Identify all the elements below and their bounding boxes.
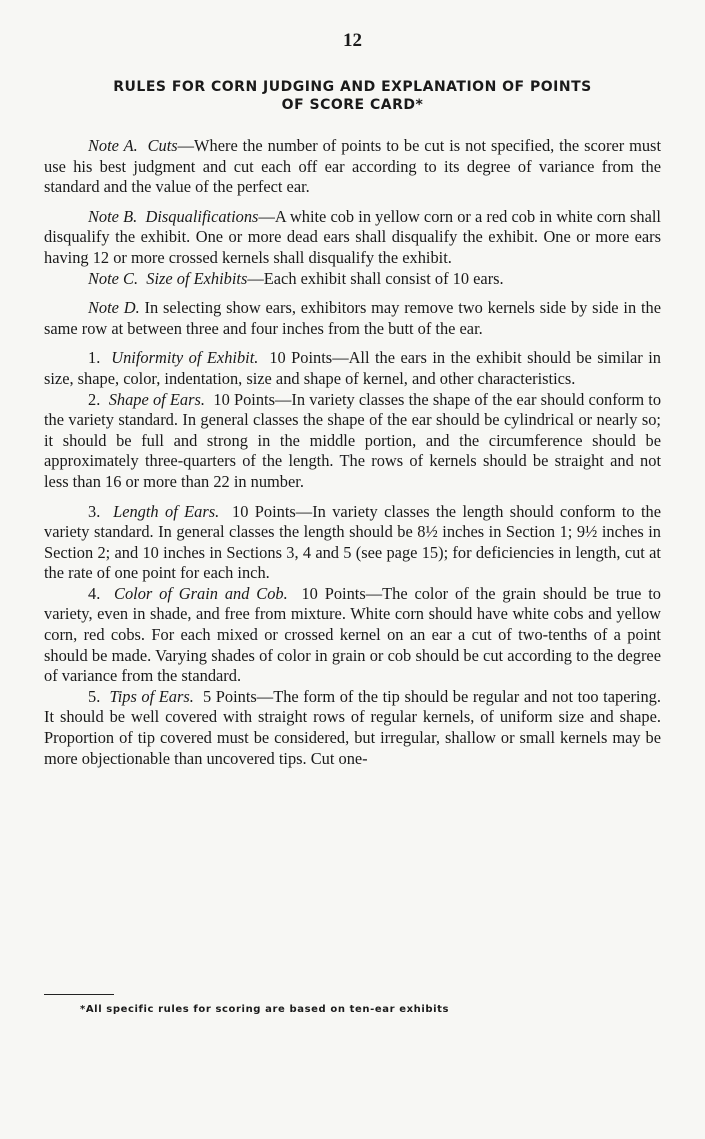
page-number: 12 — [343, 30, 362, 51]
paragraph-points: 10 Points — [301, 583, 366, 603]
paragraph-text: —In variety classes the shape of the ear should conform to the variety standard. In general classes the shape of the ear should be cylindrical or nearly so; it should be full and strong in the middle portion, and the circumference should be approximately three-quarters of the length. The rows of kernels should be straight and not less than 16 or more than 22 in number. — [44, 389, 662, 491]
paragraph-text: —The form of the tip should be regular and not too tapering. It should be well covered with straight rows of regular kernels, of uniform size and shape. Proportion of tip covered must be considered, but irregular, shallow or small kernels may be more objectionable than uncovered tips. Cut one- — [44, 686, 661, 768]
paragraph-points: 10 Points — [232, 501, 296, 521]
paragraph-heading: Shape of Ears. — [108, 389, 205, 409]
page-title — [44, 78, 661, 114]
paragraph-rule-5 — [44, 687, 661, 769]
paragraph-points: 10 Points — [269, 348, 333, 368]
paragraph-points: 10 Points — [213, 389, 275, 409]
footnote: *All specific rules for scoring are based on ten-ear exhibits — [80, 1004, 450, 1015]
paragraph-rule-2 — [44, 390, 661, 493]
paragraph-heading: Cuts — [147, 136, 178, 155]
title-line-1: RULES FOR CORN JUDGING AND EXPLANATION OF POINTS — [113, 79, 592, 95]
paragraph-label: 2. — [88, 389, 101, 409]
paragraph-heading: Length of Ears. — [113, 501, 220, 521]
paragraph-heading: Uniformity of Exhibit. — [111, 348, 259, 368]
paragraph-label: 4. — [88, 583, 101, 603]
paragraph-text: —All the ears in the exhibit should be similar in size, shape, color, indentation, size and shape of kernel, and other characteristics. — [44, 348, 661, 388]
paragraph-label: 5. — [88, 686, 101, 706]
paragraph-note-c — [44, 269, 661, 290]
paragraph-heading: Size of Exhibits — [146, 268, 248, 288]
paragraph-label: Note B. — [88, 206, 138, 226]
paragraph-text: —A white cob in yellow corn or a red cob in white corn shall disqualify the exhibit. One or more dead ears shall disqualify the exhibit. One or more ears having 12 or more crossed kernels shall disqualify the exhibit. — [44, 206, 661, 267]
paragraph-rule-3 — [44, 502, 661, 584]
paragraph-rule-1 — [44, 348, 661, 389]
paragraph-text: —Where the number of points to be cut is not specified, the scorer must use his best judgment and cut each off ear according to its degree of variance from the standard and the value of the perfect ear. — [44, 136, 661, 197]
paragraph-points: 5 Points — [203, 686, 257, 706]
paragraph-text: —Each exhibit shall consist of 10 ears. — [247, 268, 504, 288]
paragraph-label: Note A. — [88, 136, 138, 155]
title-line-2: OF SCORE CARD* — [281, 97, 424, 113]
paragraph-heading: Color of Grain and Cob. — [114, 583, 288, 603]
paragraph-label: Note D. — [88, 298, 140, 318]
paragraph-note-d — [44, 298, 661, 339]
paragraph-note-b — [44, 207, 661, 269]
paragraph-note-a — [44, 136, 661, 198]
paragraph-heading: Disqualifications — [145, 206, 259, 226]
paragraph-text: —In variety classes the length should conform to the variety standard. In general classes the length should be 8½ inches in Section 1; 9½ inches in Section 2; and 10 inches in Sections 3, 4 and 5 (see page 15); for deficiencies in length, cut at the rate of one point for each inch. — [44, 501, 661, 583]
paragraph-label: Note C. — [88, 268, 139, 288]
paragraph-label: 1. — [88, 348, 101, 368]
body-text — [44, 136, 661, 769]
paragraph-rule-4 — [44, 584, 661, 687]
paragraph-label: 3. — [88, 501, 101, 521]
paragraph-text: In selecting show ears, exhibitors may remove two kernels side by side in the same row at between three and four inches from the butt of the ear. — [44, 298, 661, 338]
paragraph-text: —The color of the grain should be true to variety, even in shade, and free from mixture. White corn should have white cobs and yellow corn, red cobs. For each mixed or crossed kernel on an ear a cut of two-tenths of a point should be made. Varying shades of color in grain or cob should be cut according to the degree of variance from the standard. — [44, 583, 662, 686]
footnote-divider — [44, 994, 114, 995]
paragraph-heading: Tips of Ears. — [109, 686, 194, 706]
